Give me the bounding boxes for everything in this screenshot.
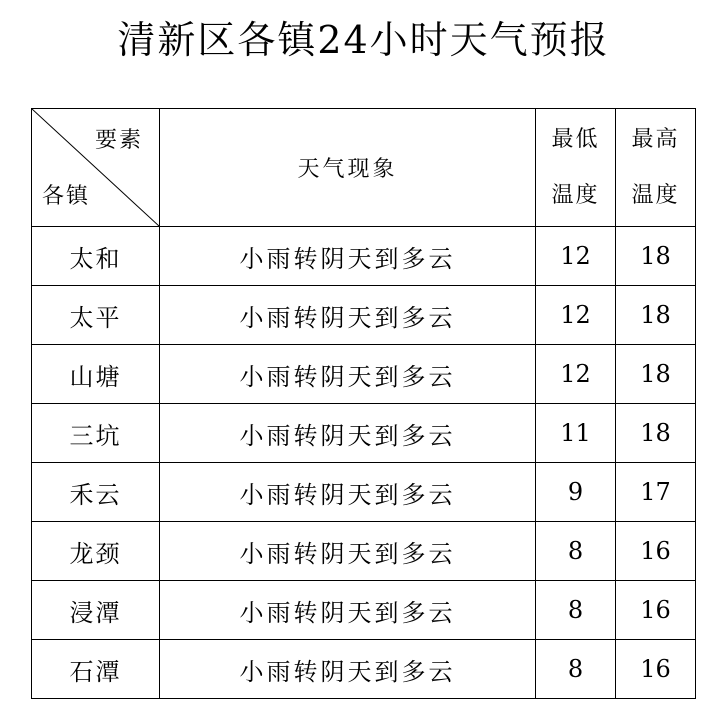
max-temperature: 17 [616,463,696,522]
max-temperature: 16 [616,640,696,699]
header-max-temp-line2: 温度 [631,182,680,208]
town-name: 山塘 [32,345,160,404]
header-weather-label: 天气现象 [297,157,398,182]
min-temperature: 12 [536,286,616,345]
corner-label-elements: 要素 [94,128,143,153]
weather-description: 小雨转阴天到多云 [160,463,536,522]
table-row [32,286,696,345]
header-min-temp-line1: 最低 [551,126,600,152]
table-row [32,581,696,640]
max-temperature: 18 [616,286,696,345]
town-name: 三坑 [32,404,160,463]
max-temperature: 18 [616,345,696,404]
page-title: 清新区各镇24小时天气预报 [117,18,610,62]
table-row [32,522,696,581]
weather-description: 小雨转阴天到多云 [160,345,536,404]
max-temperature: 16 [616,581,696,640]
forecast-table [31,108,696,699]
table-row [32,640,696,699]
header-max-temp-line1: 最高 [631,126,680,152]
town-name: 石潭 [32,640,160,699]
min-temperature: 12 [536,345,616,404]
min-temperature: 9 [536,463,616,522]
table-header-row [32,109,696,227]
table-row [32,227,696,286]
town-name: 禾云 [32,463,160,522]
max-temperature: 18 [616,227,696,286]
weather-description: 小雨转阴天到多云 [160,522,536,581]
weather-description: 小雨转阴天到多云 [160,227,536,286]
table-row [32,463,696,522]
min-temperature: 8 [536,581,616,640]
min-temperature: 12 [536,227,616,286]
header-min-temp-cell [536,109,616,227]
town-name: 太和 [32,227,160,286]
weather-description: 小雨转阴天到多云 [160,640,536,699]
min-temperature: 8 [536,522,616,581]
header-weather-cell [160,109,536,227]
header-max-temp-cell [616,109,696,227]
weather-description: 小雨转阴天到多云 [160,286,536,345]
weather-description: 小雨转阴天到多云 [160,404,536,463]
min-temperature: 11 [536,404,616,463]
town-name: 浸潭 [32,581,160,640]
table-row [32,345,696,404]
min-temperature: 8 [536,640,616,699]
header-min-temp-line2: 温度 [551,182,600,208]
corner-header-cell [32,109,160,227]
max-temperature: 18 [616,404,696,463]
weather-description: 小雨转阴天到多云 [160,581,536,640]
corner-label-towns: 各镇 [42,184,91,209]
max-temperature: 16 [616,522,696,581]
table-row [32,404,696,463]
town-name: 太平 [32,286,160,345]
town-name: 龙颈 [32,522,160,581]
